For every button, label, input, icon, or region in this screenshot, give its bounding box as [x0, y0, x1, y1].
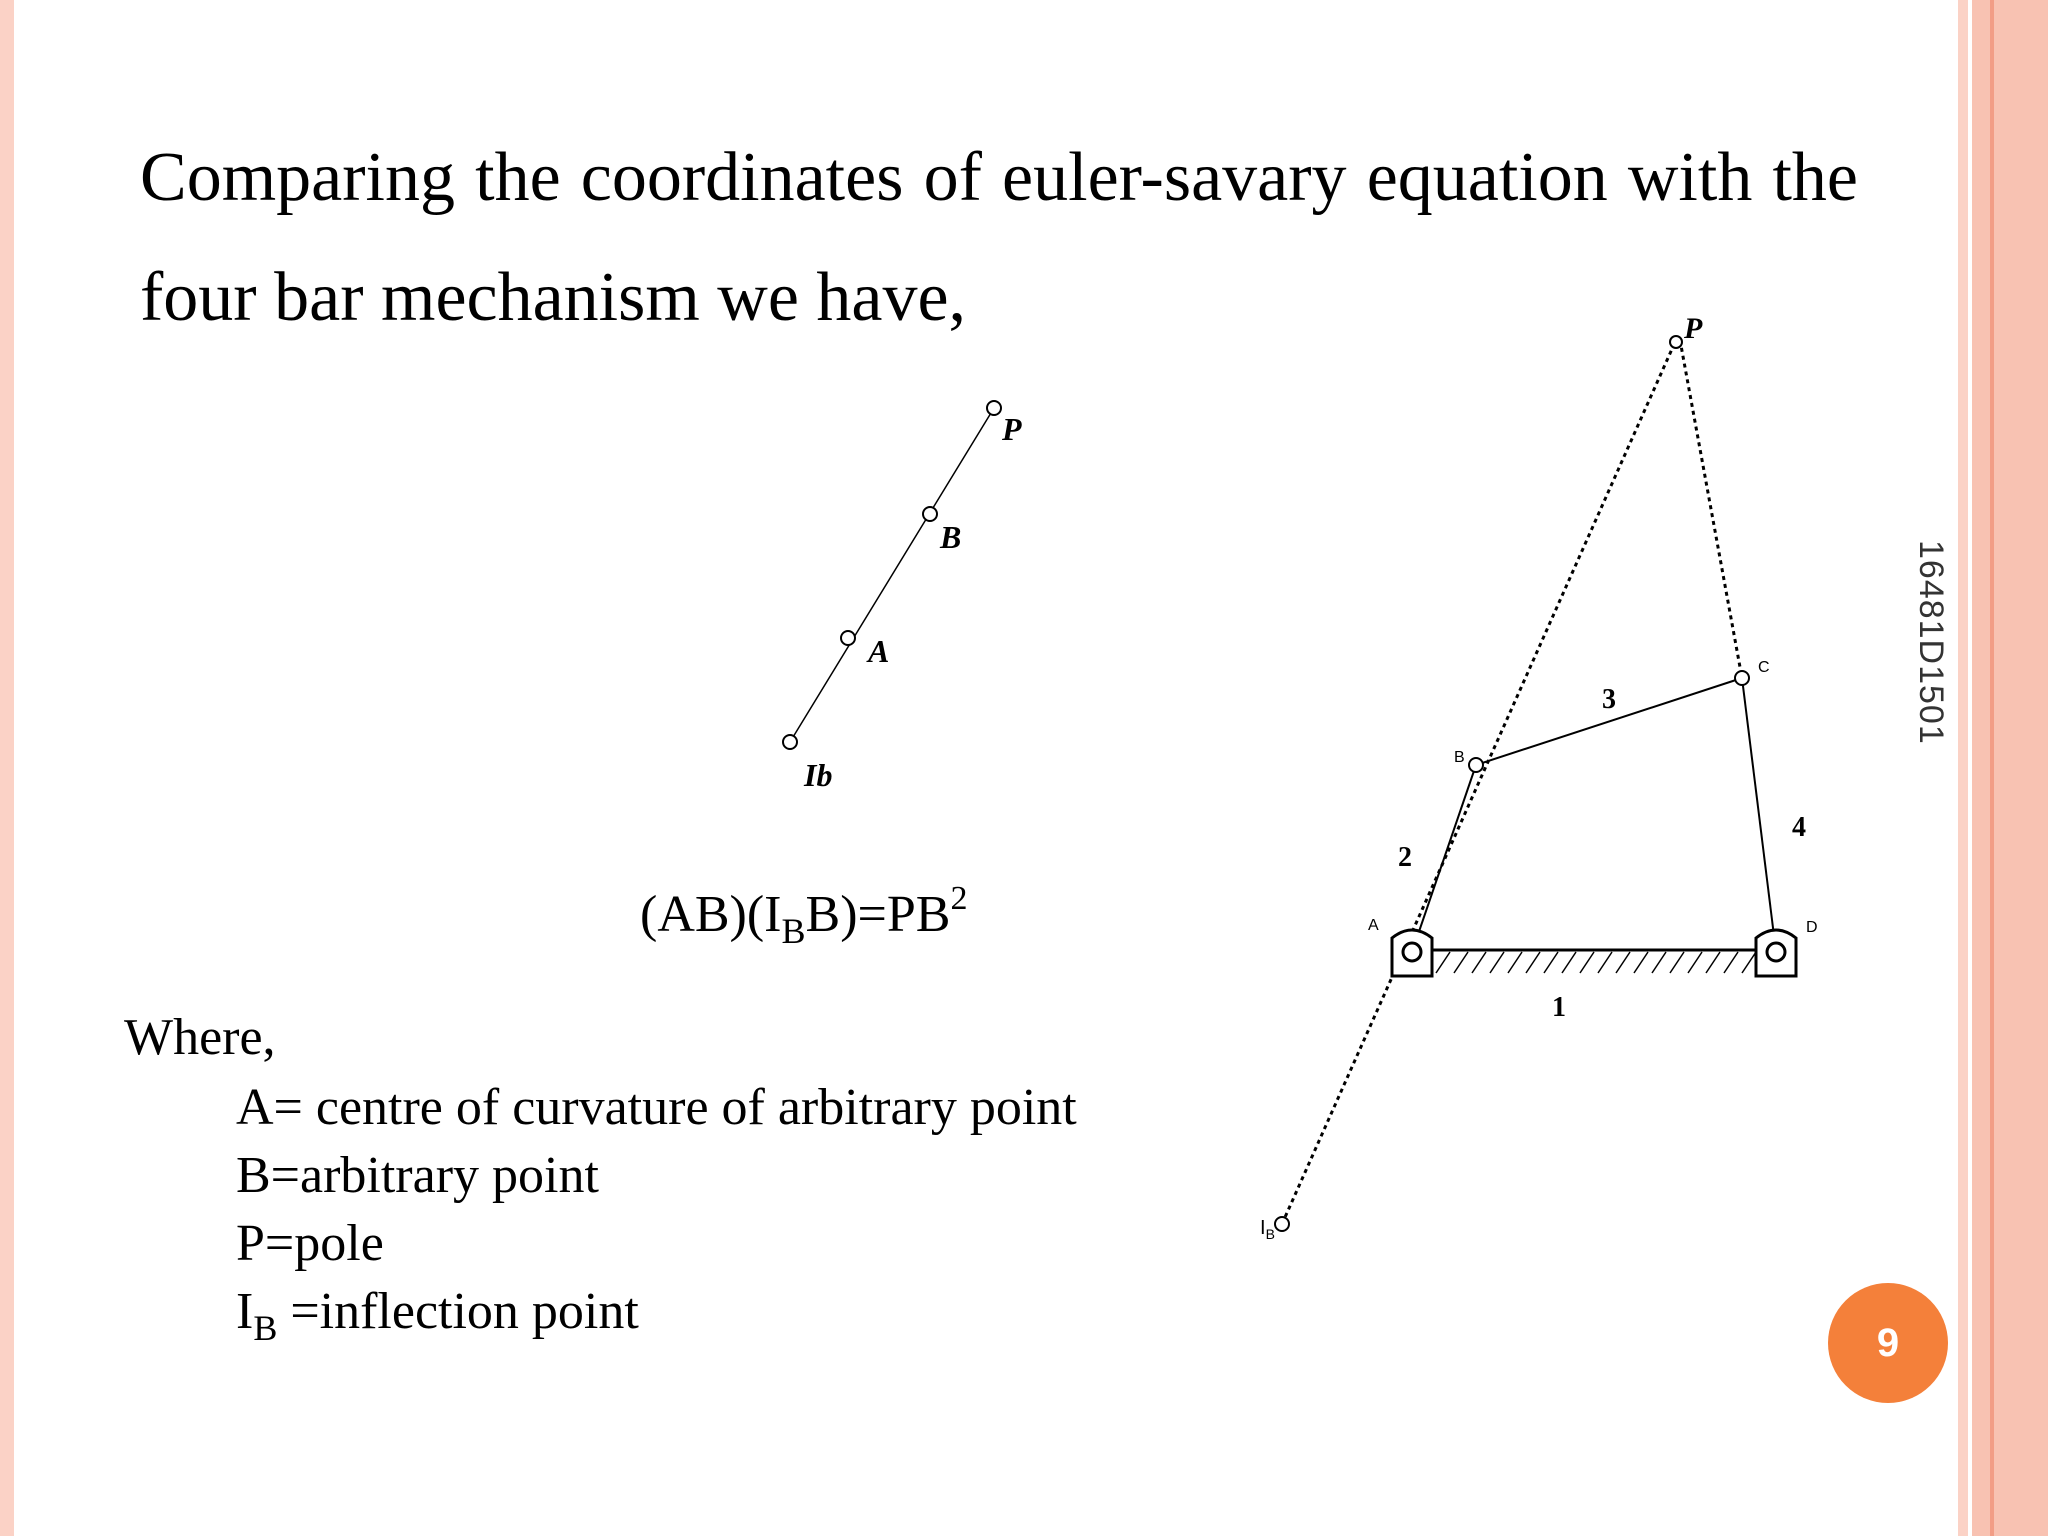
joint-c-marker — [1735, 671, 1749, 685]
collinear-points-diagram — [740, 380, 1080, 800]
label-p: P — [1002, 411, 1022, 447]
label-inflection-point: $I_B$ — [1260, 1217, 1275, 1242]
link-4 — [1742, 678, 1776, 952]
page-number-badge: 9 — [1828, 1283, 1948, 1403]
pivot-d-support — [1756, 930, 1796, 976]
point-b-marker — [923, 507, 937, 521]
dashed-line-p-to-c — [1680, 340, 1742, 678]
label-b: B — [940, 519, 962, 555]
definition-b: B=arbitrary point — [236, 1147, 599, 1204]
label-pivot-a: A — [1368, 917, 1379, 934]
definition-a: A= centre of curvature of arbitrary point — [236, 1079, 1077, 1136]
vertical-id-text: 16481D1501 — [1912, 540, 1950, 745]
label-joint-b: B — [1454, 749, 1465, 766]
where-label: Where, — [124, 1009, 276, 1066]
joint-b-marker — [1469, 758, 1483, 772]
point-ib-marker — [783, 735, 797, 749]
dashed-line-ib-to-p — [1282, 340, 1676, 1224]
point-p-marker — [987, 401, 1001, 415]
link-2 — [1412, 765, 1476, 952]
inflection-point-marker — [1275, 1217, 1289, 1231]
ground-hatching — [1436, 952, 1756, 973]
right-border-stripe-inner — [1958, 0, 1968, 1536]
label-link-4: 4 — [1792, 812, 1806, 843]
label-pole-p: P — [1684, 312, 1703, 345]
label-a: A — [868, 633, 890, 669]
definitions-list — [236, 1074, 1077, 1362]
point-a-marker — [841, 631, 855, 645]
right-border-stripe-line — [1990, 0, 1994, 1536]
label-link-1: 1 — [1552, 992, 1566, 1023]
pole-p-marker — [1670, 336, 1682, 348]
slide-heading: Comparing the coordinates of euler-savary equation with the four bar mechanism we have, — [140, 139, 1858, 336]
collinear-line — [790, 408, 994, 742]
label-joint-c: C — [1758, 659, 1770, 676]
pivot-a-support — [1392, 930, 1432, 976]
label-link-2: 2 — [1398, 842, 1412, 873]
four-bar-mechanism-diagram — [1240, 310, 1840, 1270]
definition-p: P=pole — [236, 1215, 384, 1272]
right-border-stripe-outer — [1972, 0, 2048, 1536]
label-link-3: 3 — [1602, 684, 1616, 715]
definition-ib: $I_B$ =inflection point — [236, 1283, 639, 1348]
left-border-stripe — [0, 0, 14, 1536]
euler-savary-equation: $(AB)(I_BB)=PB^2$ — [640, 880, 968, 951]
label-pivot-d: D — [1806, 919, 1818, 936]
label-ib: Ib — [804, 757, 833, 793]
